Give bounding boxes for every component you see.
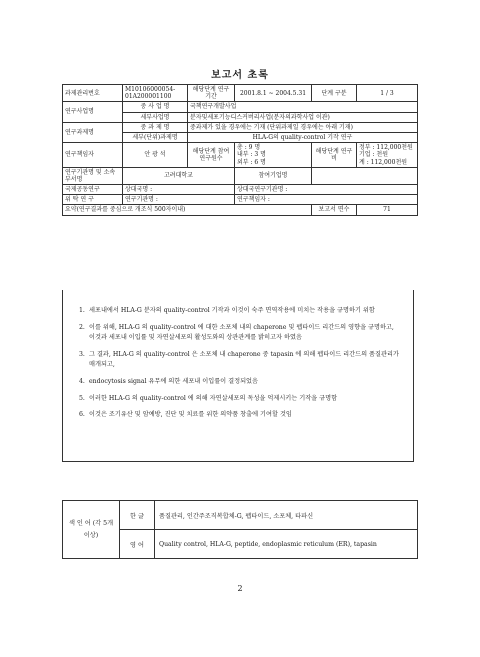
stage-label: 단계 구분 (312, 85, 357, 102)
major-task-value: 중과제가 있을 경우에는 기재 (단위과제일 경우에는 아래 기재) (188, 122, 418, 132)
pages-label: 보고서 면수 (312, 205, 357, 215)
list-item (79, 410, 401, 420)
item-number: 3. (79, 350, 85, 358)
pi-value: 안 광 석 (123, 143, 188, 168)
company-value (312, 167, 418, 184)
major-program-value: 국책연구개발사업 (188, 102, 418, 112)
company-label: 참여기업명 (235, 167, 312, 184)
pages-value: 71 (357, 205, 418, 215)
table-row (63, 102, 418, 112)
english-keywords: Quality control, HLA-G, peptide, endoplasmic reticulum (ER), tapasin (155, 530, 418, 559)
item-text: 이러한 HLA-G 의 quality-control 에 의해 자연살세포의 독성을 억제시키는 기작을 규명함 (89, 394, 338, 402)
table-row (63, 167, 418, 184)
intl-label: 국제공동연구 (63, 185, 123, 195)
period-value: 2001.8.1 ~ 2004.5.31 (235, 85, 312, 102)
budget-total: 계 : 112,000천원 (359, 158, 408, 166)
institution-label: 연구기관명 및 소속부서명 (63, 167, 123, 184)
major-task-label: 중 과 제 명 (123, 122, 188, 132)
participants-total: 총 : 9 명 (237, 144, 261, 152)
stage-value: 1 / 3 (357, 85, 418, 102)
table-row (63, 501, 418, 530)
program-label: 연구사업명 (63, 102, 123, 122)
participants-label: 해당단계 참여연구원수 (188, 143, 235, 168)
item-number: 1. (79, 307, 85, 314)
consign-label: 위 탁 연 구 (63, 195, 123, 205)
table-row (63, 205, 418, 215)
item-number: 5. (79, 394, 85, 402)
item-text: 이를 위해, HLA-G 의 quality-control 에 대한 소포체 내의 chaperone 및 펩타이드 리간드의 영향을 규명하고, 이것과 세포내 이입률 및 자연살세포의 활성도와의 상관관계를 밝히고자 하였음 (89, 323, 394, 341)
table-row (63, 143, 418, 168)
project-name-label: 연구과제명 (63, 122, 123, 142)
keywords-label: 색 인 어 (각 5개 이상) (63, 501, 120, 559)
table-row (63, 185, 418, 195)
detail-program-label: 세부사업명 (123, 112, 188, 122)
pi-label: 연구책임자 (63, 143, 123, 168)
table-row (63, 85, 418, 102)
report-title: 보고서 초록 (211, 70, 269, 81)
consign-pi: 연구책임자 : (235, 195, 418, 205)
project-id-label: 과제관리번호 (63, 85, 123, 102)
korean-label: 한 글 (120, 501, 155, 530)
list-item (79, 323, 401, 343)
detail-task-value: HLA-G의 quality-control 기작 연구 (188, 132, 418, 142)
list-item (79, 350, 401, 370)
detail-program-value: 분자및세포기능디스커버리사업(분자의과학사업 이관) (188, 112, 418, 122)
participants-external: 외부 : 6 명 (237, 158, 266, 166)
table-row (63, 122, 418, 132)
page-number: 2 (237, 584, 243, 593)
item-text: 세포내에서 HLA-G 분자의 quality-control 기작과 이것이 숙주 면역작용에 미치는 작용을 규명하기 위함 (89, 307, 375, 314)
detail-task-label: 세부(단위)과제명 (123, 132, 188, 142)
english-label: 영 어 (120, 530, 155, 559)
budget-gov: 정부 : 112,000천원 (359, 144, 413, 152)
institution-value: 고려대학교 (123, 167, 235, 184)
korean-keywords: 품질관리, 인간주조직복합체-G, 펩타이드, 소포체, 타파신 (155, 501, 418, 530)
list-item (79, 377, 401, 387)
budget-company: 기업 : 천원 (359, 151, 389, 159)
participants-value (235, 143, 312, 168)
summary-label: 요약(연구결과를 중심으로 개조식 500자이내) (63, 205, 312, 215)
item-text: 이것은 조기유산 및 암예방, 진단 및 치료를 위한 의약품 창출에 기여할 것임 (89, 411, 292, 419)
keywords-table (62, 500, 418, 559)
item-number: 2. (79, 323, 85, 331)
item-number: 4. (79, 377, 85, 385)
list-item (79, 394, 401, 404)
summary-list (63, 290, 413, 420)
list-item (79, 306, 401, 316)
budget-label: 해당단계 연구비 (312, 143, 357, 168)
budget-value (357, 143, 418, 168)
major-program-label: 중 사 업 명 (123, 102, 188, 112)
intl-partner-inst: 상대국연구기관명 : (235, 185, 418, 195)
participants-internal: 내부 : 3 명 (237, 151, 266, 159)
consign-inst: 연구기관명 : (123, 195, 235, 205)
item-text: endocytosis signal 유무에 의한 세포내 이입률이 결정되었음 (89, 377, 259, 385)
item-number: 6. (79, 411, 85, 419)
item-text: 그 결과, HLA-G 의 quality-control 은 소포체 내 chaperone 중 tapasin 에 의해 펩타이드 리간드의 품질관리가 매개되고, (89, 350, 399, 368)
project-id-value: M10106000054-01A200001100 (123, 85, 188, 102)
summary-box (62, 290, 414, 462)
intl-partner-country: 상대국명 : (123, 185, 235, 195)
report-info-table (62, 84, 418, 216)
period-label: 해당단계 연구기간 (188, 85, 235, 102)
table-row (63, 195, 418, 205)
